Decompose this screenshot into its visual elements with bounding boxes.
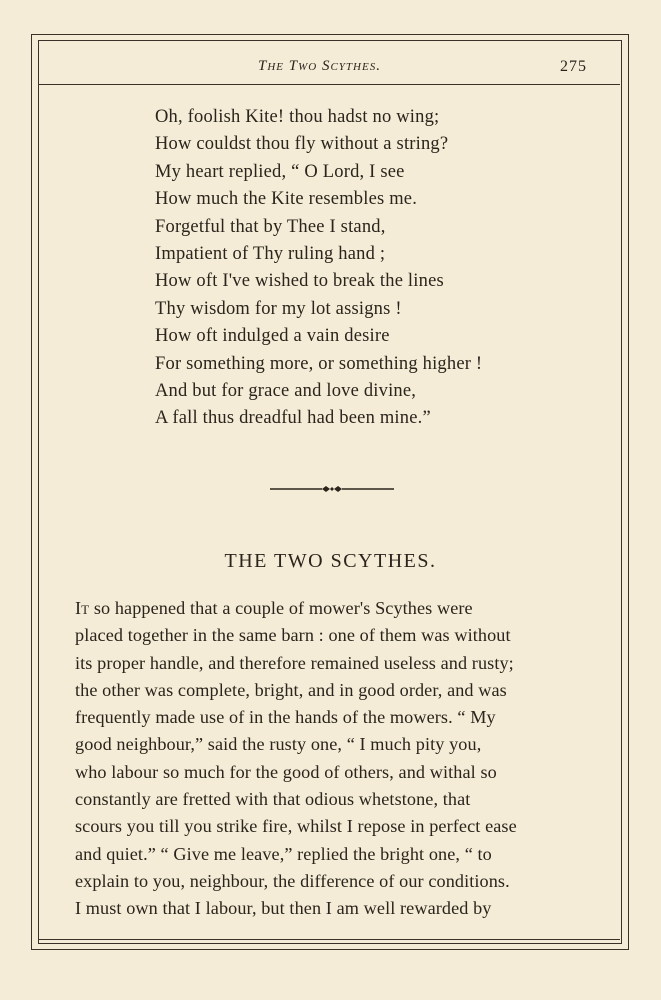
prose-line: the other was complete, bright, and in good order, and was	[75, 679, 507, 700]
poem-line: How oft indulged a vain desire	[155, 326, 390, 347]
prose-line: constantly are fretted with that odious whetstone, that	[75, 789, 471, 810]
prose-line: scours you till you strike fire, whilst I repose in perfect ease	[75, 816, 517, 837]
prose-line: frequently made use of in the hands of the mowers. “ My	[75, 707, 496, 728]
prose-line: placed together in the same barn : one of them was without	[75, 625, 511, 646]
ornament-divider-icon	[270, 482, 394, 496]
running-title: The Two Scythes.	[258, 58, 381, 74]
poem-line: Forgetful that by Thee I stand,	[155, 216, 386, 237]
poem-line: How much the Kite resembles me.	[155, 189, 418, 210]
poem-line: How couldst thou fly without a string?	[155, 134, 449, 155]
section-heading: THE TWO SCYTHES.	[224, 550, 437, 572]
drop-word: It	[75, 598, 90, 618]
prose-paragraph	[75, 595, 602, 923]
prose-line: good neighbour,” said the rusty one, “ I much pity you,	[75, 734, 482, 755]
footer-rule	[38, 939, 620, 940]
poem-line: Thy wisdom for my lot assigns !	[155, 298, 402, 319]
poem-line: And but for grace and love divine,	[155, 381, 417, 402]
prose-line: I must own that I labour, but then I am well rewarded by	[75, 898, 492, 919]
prose-line	[75, 595, 602, 622]
prose-line: its proper handle, and therefore remained useless and rusty;	[75, 652, 514, 673]
prose-line: explain to you, neighbour, the difference of our conditions.	[75, 870, 510, 891]
poem-line: For something more, or something higher !	[155, 353, 483, 374]
poem-line: A fall thus dreadful had been mine.”	[155, 408, 431, 429]
prose-line-text: so happened that a couple of mower's Scythes were	[89, 598, 473, 618]
poem-line: Impatient of Thy ruling hand ;	[155, 244, 386, 265]
poem-line: Oh, foolish Kite! thou hadst no wing;	[155, 107, 440, 127]
poem-line: My heart replied, “ O Lord, I see	[155, 161, 405, 182]
poem-stanza	[155, 104, 482, 433]
prose-line: and quiet.” “ Give me leave,” replied the bright one, “ to	[75, 843, 492, 864]
header-rule	[38, 84, 620, 85]
prose-line: who labour so much for the good of others, and withal so	[75, 761, 497, 782]
poem-line: How oft I've wished to break the lines	[155, 271, 444, 292]
page-number: 275	[560, 58, 587, 75]
